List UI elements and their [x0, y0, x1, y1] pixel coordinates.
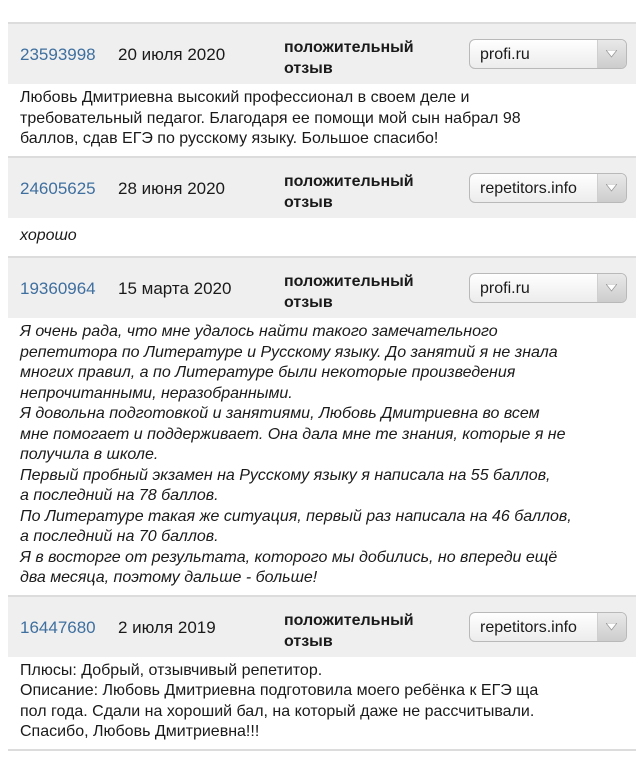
source-select-value: repetitors.info [480, 618, 577, 636]
review-text-line: требовательный педагог. Благодаря ее помощи мой сын набрал 98 [20, 109, 521, 127]
review-text-line: репетитора по Литературе и Русскому языку. До занятий я не знала [20, 343, 558, 361]
review-header [8, 258, 636, 318]
review-id-link[interactable]: 24605625 [20, 178, 96, 198]
review-text-line: многих правил, а по Литературе были некоторые произведения [20, 364, 516, 381]
review-text-line: хорошо [20, 226, 77, 244]
review-text-line: два месяца, поэтому дальше - больше! [20, 569, 318, 586]
review-item [8, 24, 636, 158]
chevron-down-icon[interactable] [597, 613, 626, 641]
source-select[interactable] [469, 173, 627, 203]
review-text-line: Любовь Дмитриевна высокий профессионал в своем деле и [20, 89, 470, 106]
review-text-line: Я довольна подготовкой и занятиями, Любовь Дмитриевна во всем [20, 405, 540, 422]
review-item [8, 158, 636, 259]
review-text-line: Я очень рада, что мне удалось найти такого замечательного [20, 323, 498, 340]
review-type [284, 610, 454, 652]
review-item [8, 258, 636, 597]
review-text [8, 318, 636, 595]
chevron-down-icon[interactable] [597, 174, 626, 202]
review-text-line: мне помогает и поддерживает. Она дала мне те знания, которые я не [20, 425, 566, 443]
review-item [8, 597, 636, 751]
review-date: 28 июня 2020 [118, 178, 226, 198]
source-select[interactable] [469, 273, 627, 303]
review-text-line: непрочитанными, неразобранными. [20, 384, 293, 402]
review-text-line: Спасибо, Любовь Дмитриевна!!! [20, 723, 260, 740]
review-id-link[interactable]: 23593998 [20, 45, 96, 64]
review-type [284, 171, 454, 213]
source-select-value: profi.ru [480, 280, 530, 297]
review-text [8, 218, 636, 257]
review-type-line: отзыв [284, 632, 333, 650]
source-select[interactable] [469, 39, 627, 69]
review-text-line: Плюсы: Добрый, отзывчивый репетитор. [20, 661, 323, 679]
chevron-down-icon[interactable] [597, 40, 626, 68]
review-text-line: Описание: Любовь Дмитриевна подготовила моего ребёнка к ЕГЭ ща [20, 682, 539, 699]
review-id-link[interactable]: 19360964 [20, 279, 96, 298]
review-text-line: пол года. Сдали на хороший бал, на который даже не рассчитывали. [20, 702, 535, 720]
review-date: 20 июля 2020 [118, 45, 226, 64]
review-type [284, 37, 454, 79]
review-text-line: а последний на 70 баллов. [20, 528, 219, 545]
review-text [8, 84, 636, 156]
review-id-link[interactable]: 16447680 [20, 617, 96, 637]
review-type-line: отзыв [284, 294, 333, 311]
review-type-line: положительный [284, 39, 414, 56]
review-type-line: положительный [284, 273, 414, 290]
review-list [8, 22, 636, 751]
chevron-down-icon[interactable] [597, 274, 626, 302]
review-text [8, 657, 636, 749]
review-header [8, 158, 636, 218]
review-text-line: По Литературе такая же ситуация, первый раз написала на 46 баллов, [20, 507, 572, 525]
review-text-line: получила в школе. [20, 446, 159, 463]
review-type-line: положительный [284, 611, 414, 629]
review-date: 2 июля 2019 [118, 617, 216, 637]
review-header [8, 24, 636, 84]
review-date: 15 марта 2020 [118, 279, 232, 298]
source-select-value: profi.ru [480, 46, 530, 63]
review-type-line: отзыв [284, 60, 333, 77]
review-header [8, 597, 636, 657]
source-select-value: repetitors.info [480, 179, 577, 197]
review-text-line: Первый пробный экзамен на Русскому языку я написала на 55 баллов, [20, 466, 551, 484]
source-select[interactable] [469, 612, 627, 642]
review-text-line: баллов, сдав ЕГЭ по русскому языку. Большое спасибо! [20, 130, 439, 147]
review-type-line: отзыв [284, 193, 333, 211]
review-type-line: положительный [284, 172, 414, 190]
review-text-line: а последний на 78 баллов. [20, 487, 219, 504]
review-text-line: Я в восторге от результата, которого мы добились, но впереди ещё [20, 548, 558, 566]
review-type [284, 271, 454, 313]
